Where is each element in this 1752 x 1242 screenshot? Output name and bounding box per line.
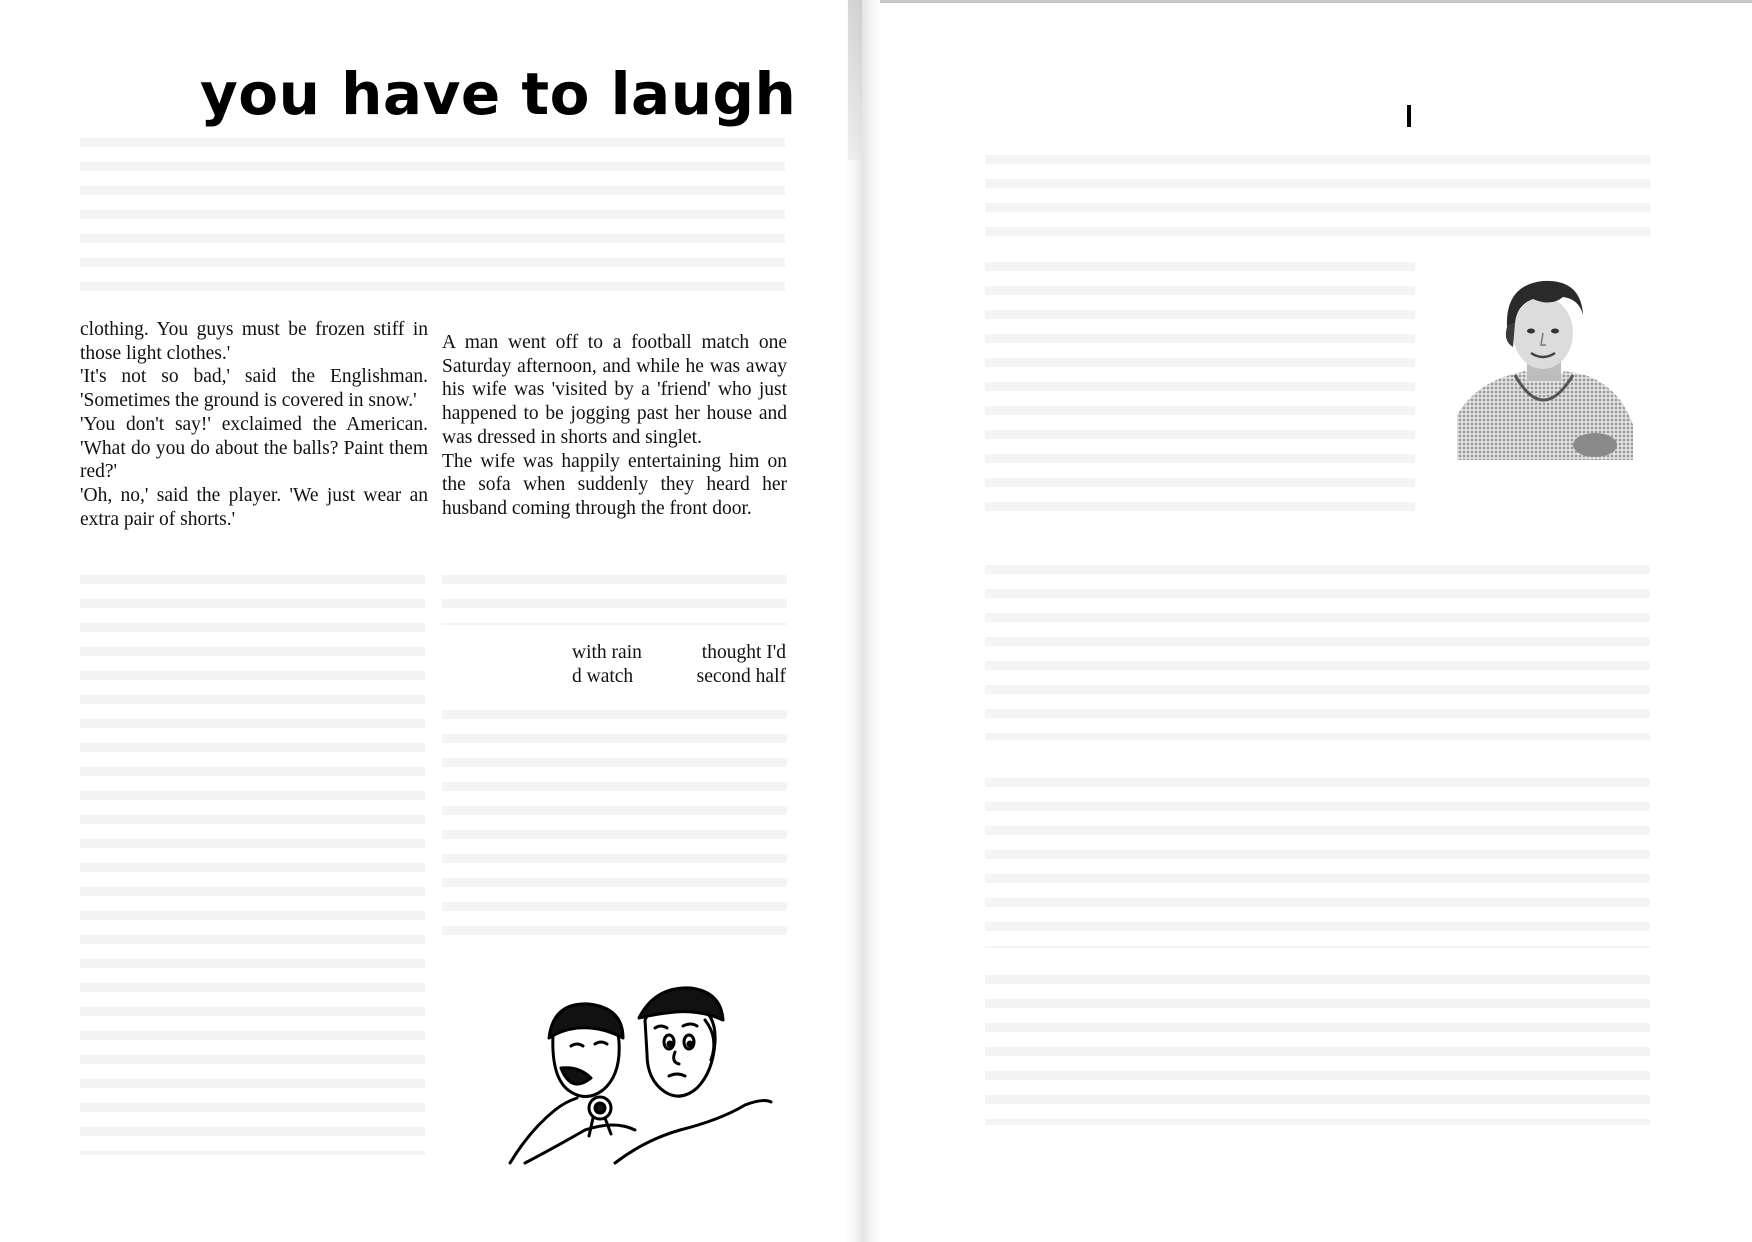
paragraph: The wife was happily entertaining him on the sofa when suddenly they heard her husband coming through the front door. <box>442 450 787 519</box>
page-top-edge <box>880 0 1752 3</box>
text-fragment-left <box>572 641 642 688</box>
bleed-through-block <box>985 155 1650 240</box>
portrait-photo-icon <box>1455 275 1633 460</box>
section-marker <box>1407 105 1411 127</box>
paragraph: 'You don't say!' exclaimed the American. 'What do you do about the balls? Paint them red?' <box>80 413 428 483</box>
bleed-through-block <box>985 565 1650 740</box>
fragment-line: thought I'd <box>701 642 786 663</box>
bleed-through-block <box>985 975 1650 1125</box>
bleed-through-block <box>442 575 787 625</box>
joke-column-left <box>80 318 428 531</box>
paragraph: A man went off to a football match one Saturday afternoon, and while he was away his wife was 'visited by a 'friend' who just happened to be jogging past her house and was dressed in shorts and singlet. <box>442 332 787 448</box>
page-gutter <box>845 0 881 1242</box>
two-football-fans-cartoon-icon <box>505 980 775 1170</box>
paragraph: clothing. You guys must be frozen stiff in those light clothes.' <box>80 319 428 364</box>
page-title: you have to laugh <box>200 60 797 128</box>
fragment-line: with rain <box>572 642 642 663</box>
fragment-line: d watch <box>572 665 634 687</box>
text-fragment-right <box>686 641 786 688</box>
joke-column-right <box>442 331 787 521</box>
bleed-through-block <box>80 138 785 303</box>
gutter-shadow <box>848 0 862 160</box>
fragment-line: second half <box>696 665 786 687</box>
bleed-through-block <box>985 778 1650 948</box>
paragraph: 'Oh, no,' said the player. 'We just wear an extra pair of shorts.' <box>80 484 428 530</box>
paragraph: 'It's not so bad,' said the Englishman. 'Sometimes the ground is covered in snow.' <box>80 366 428 412</box>
bleed-through-block <box>442 710 787 940</box>
bleed-through-block <box>80 575 425 1155</box>
bleed-through-block <box>985 262 1415 512</box>
